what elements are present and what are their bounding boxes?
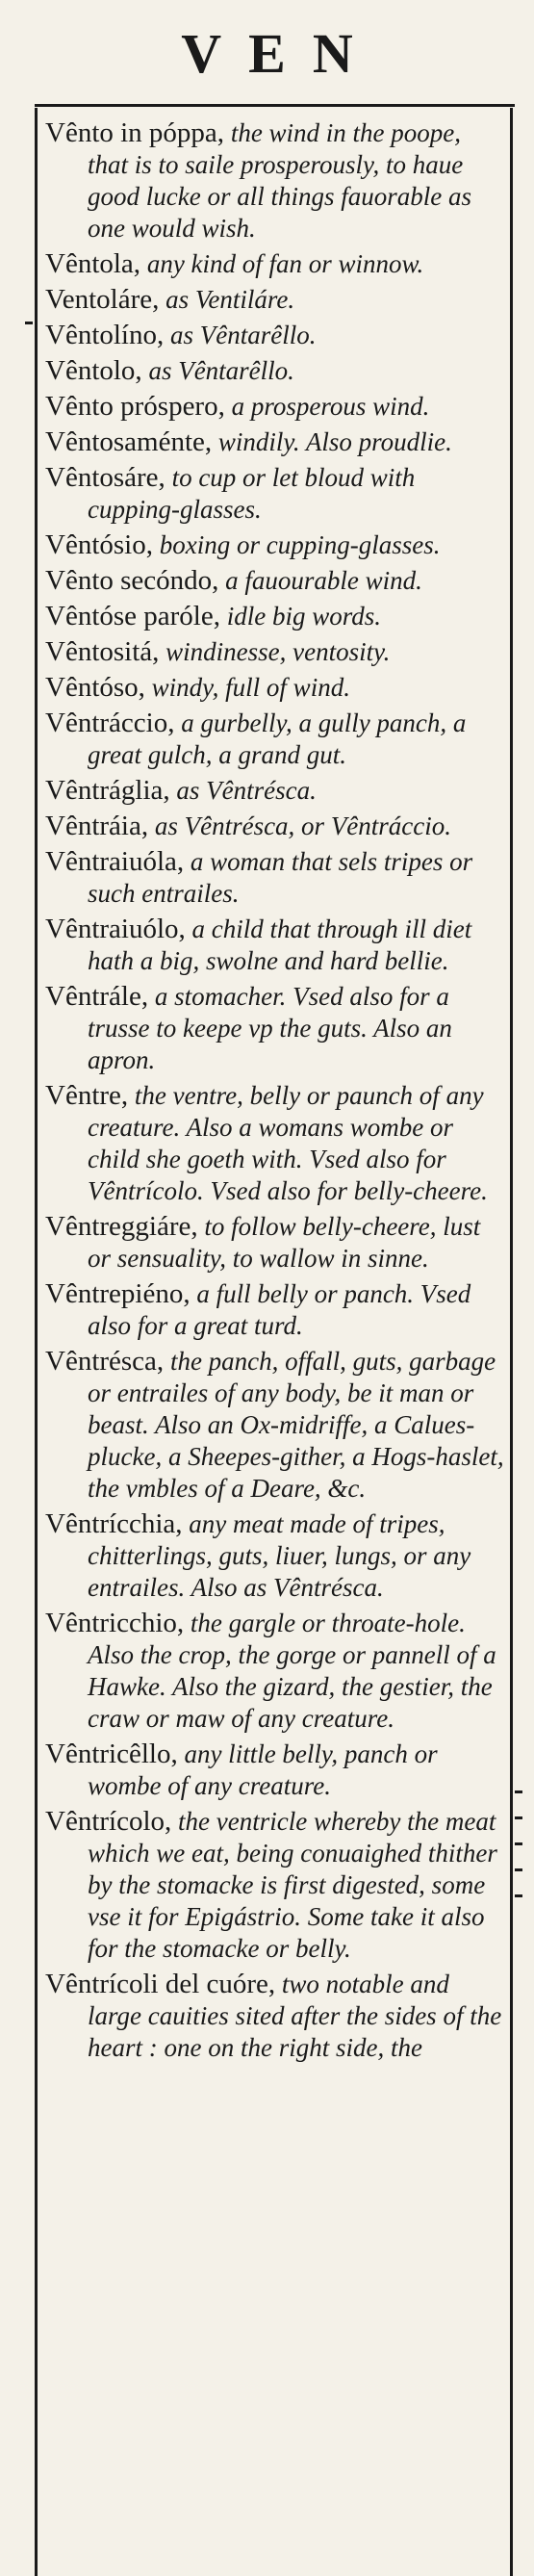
entry-gloss: the wind in the poope, that is to saile prosperously, to haue good lucke or all things fauorable as one would wish. xyxy=(88,118,471,243)
entry-gloss: any kind of fan or winnow. xyxy=(140,249,424,278)
header-rule xyxy=(35,104,515,107)
entry-gloss: any meat made of tripes, chitterlings, guts, liuer, lungs, or any entrailes. Also as Vêntrésca. xyxy=(88,1509,471,1602)
dictionary-entry xyxy=(45,846,504,910)
entry-headword: Vêntrésca, xyxy=(45,1346,165,1377)
margin-mark xyxy=(515,1816,522,1819)
entry-headword: Vêntraiuólo, xyxy=(45,914,186,944)
entry-gloss: windinesse, ventosity. xyxy=(159,637,391,666)
dictionary-entry xyxy=(45,117,504,245)
entry-gloss: windy, full of wind. xyxy=(144,673,350,702)
dictionary-column xyxy=(35,108,513,2576)
entry-gloss: the ventricle whereby the meat which we eat, being conuaighed thither by the stomacke is first digested, some vse it for Epigástrio. Some take it also for the stomacke or belly. xyxy=(88,1807,497,1963)
entry-headword: Ventoláre, xyxy=(45,284,160,315)
entry-headword: Vêntrícoli del cuóre, xyxy=(45,1969,276,1999)
entry-gloss: the gargle or throate-hole. Also the crop, the gorge or pannell of a Hawke. Also the gizard, the gestier, the craw or maw of any creature. xyxy=(88,1609,496,1733)
entry-headword: Vêntrepiéno, xyxy=(45,1278,191,1309)
entry-list xyxy=(38,117,510,2068)
entry-headword: Vêntóso, xyxy=(45,672,145,703)
entry-headword: Vêntositá, xyxy=(45,636,160,667)
entry-gloss: a woman that sels tripes or such entrailes. xyxy=(88,847,473,908)
entry-gloss: as Vêntrésca. xyxy=(169,776,317,805)
dictionary-entry xyxy=(45,355,504,387)
entry-gloss: as Vêntarêllo. xyxy=(141,356,294,385)
margin-mark xyxy=(515,1790,522,1793)
entry-gloss: any little belly, panch or wombe of any creature. xyxy=(88,1739,438,1800)
entry-gloss: a fauourable wind. xyxy=(218,566,422,595)
dictionary-entry xyxy=(45,320,504,351)
dictionary-entry xyxy=(45,1211,504,1275)
dictionary-entry xyxy=(45,775,504,807)
dictionary-entry xyxy=(45,529,504,561)
entry-headword: Vênto secóndo, xyxy=(45,565,219,596)
entry-gloss: a stomacher. Vsed also for a trusse to keepe vp the guts. Also an apron. xyxy=(88,982,452,1074)
entry-headword: Vênto próspero, xyxy=(45,391,225,422)
entry-gloss: boxing or cupping-glasses. xyxy=(152,530,441,559)
dictionary-entry xyxy=(45,601,504,632)
entry-headword: Vêntrícchia, xyxy=(45,1508,183,1539)
entry-headword: Vêntráglia, xyxy=(45,775,170,806)
entry-headword: Vêntolo, xyxy=(45,355,142,386)
entry-gloss: as Vêntarêllo. xyxy=(164,321,317,349)
margin-mark xyxy=(515,1868,522,1871)
entry-headword: Vênto in póppa, xyxy=(45,117,225,148)
entry-headword: Vêntre, xyxy=(45,1080,129,1111)
left-margin xyxy=(0,108,35,2576)
dictionary-entry xyxy=(45,462,504,526)
dictionary-entry xyxy=(45,1346,504,1505)
entry-headword: Vêntolíno, xyxy=(45,320,165,350)
page-header xyxy=(0,0,534,108)
entry-gloss: to cup or let bloud with cupping-glasses. xyxy=(88,463,416,524)
entry-headword: Vêntola, xyxy=(45,248,141,279)
right-margin xyxy=(513,108,534,2576)
dictionary-entry xyxy=(45,1508,504,1604)
entry-gloss: windily. Also proudlie. xyxy=(212,427,452,456)
entry-gloss: to follow belly-cheere, lust or sensuality, to wallow in sinne. xyxy=(88,1212,481,1273)
dictionary-entry xyxy=(45,1278,504,1342)
dictionary-entry xyxy=(45,1608,504,1735)
entry-gloss: a full belly or panch. Vsed also for a great turd. xyxy=(88,1279,471,1340)
entry-gloss: two notable and large cauities sited after the sides of the heart : one on the right side, the xyxy=(88,1970,502,2062)
dictionary-entry xyxy=(45,426,504,458)
entry-headword: Vêntreggiáre, xyxy=(45,1211,198,1242)
entry-gloss: as Ventiláre. xyxy=(159,285,295,314)
entry-gloss: as Vêntrésca, or Vêntráccio. xyxy=(148,811,452,840)
dictionary-entry xyxy=(45,565,504,597)
entry-gloss: a child that through ill diet hath a big, swolne and hard bellie. xyxy=(88,914,472,975)
dictionary-entry xyxy=(45,248,504,280)
entry-headword: Vêntrále, xyxy=(45,981,149,1012)
entry-gloss: a prosperous wind. xyxy=(224,392,430,421)
dictionary-entry xyxy=(45,391,504,423)
dictionary-entry xyxy=(45,1969,504,2064)
dictionary-entry xyxy=(45,708,504,771)
dictionary-entry xyxy=(45,1806,504,1965)
dictionary-entry xyxy=(45,981,504,1076)
margin-mark xyxy=(25,322,33,324)
entry-headword: Vêntosáre, xyxy=(45,462,165,493)
entry-headword: Vêntricêllo, xyxy=(45,1739,178,1769)
dictionary-entry xyxy=(45,1739,504,1802)
dictionary-entry xyxy=(45,1080,504,1207)
entry-headword: Vêntosaménte, xyxy=(45,426,213,457)
dictionary-entry xyxy=(45,811,504,842)
entry-headword: Vêntóse paróle, xyxy=(45,601,220,631)
entry-gloss: idle big words. xyxy=(220,602,382,631)
entry-headword: Vêntricchio, xyxy=(45,1608,185,1638)
entry-gloss: a gurbelly, a gully panch, a great gulch, a grand gut. xyxy=(88,708,467,769)
entry-headword: Vêntráia, xyxy=(45,811,149,841)
entry-gloss: the panch, offall, guts, garbage or entrailes of any body, be it man or beast. Also an Ox-midriffe, a Calues-plucke, a Sheepes-gither, a Hogs-haslet, the vmbles of a Deare, &c. xyxy=(88,1347,504,1503)
dictionary-entry xyxy=(45,914,504,977)
entry-headword: Vêntrícolo, xyxy=(45,1806,172,1837)
entry-headword: Vêntráccio, xyxy=(45,708,175,738)
entry-headword: Vêntraiuóla, xyxy=(45,846,185,877)
dictionary-entry xyxy=(45,284,504,316)
dictionary-entry xyxy=(45,636,504,668)
dictionary-entry xyxy=(45,672,504,704)
margin-mark xyxy=(515,1894,522,1897)
page-title: VEN xyxy=(181,22,380,85)
entry-headword: Vêntósio, xyxy=(45,529,153,560)
margin-mark xyxy=(515,1842,522,1845)
entry-gloss: the ventre, belly or paunch of any creature. Also a womans wombe or child she goeth with. Vsed also for Vêntrícolo. Vsed also for belly-cheere. xyxy=(88,1081,488,1205)
